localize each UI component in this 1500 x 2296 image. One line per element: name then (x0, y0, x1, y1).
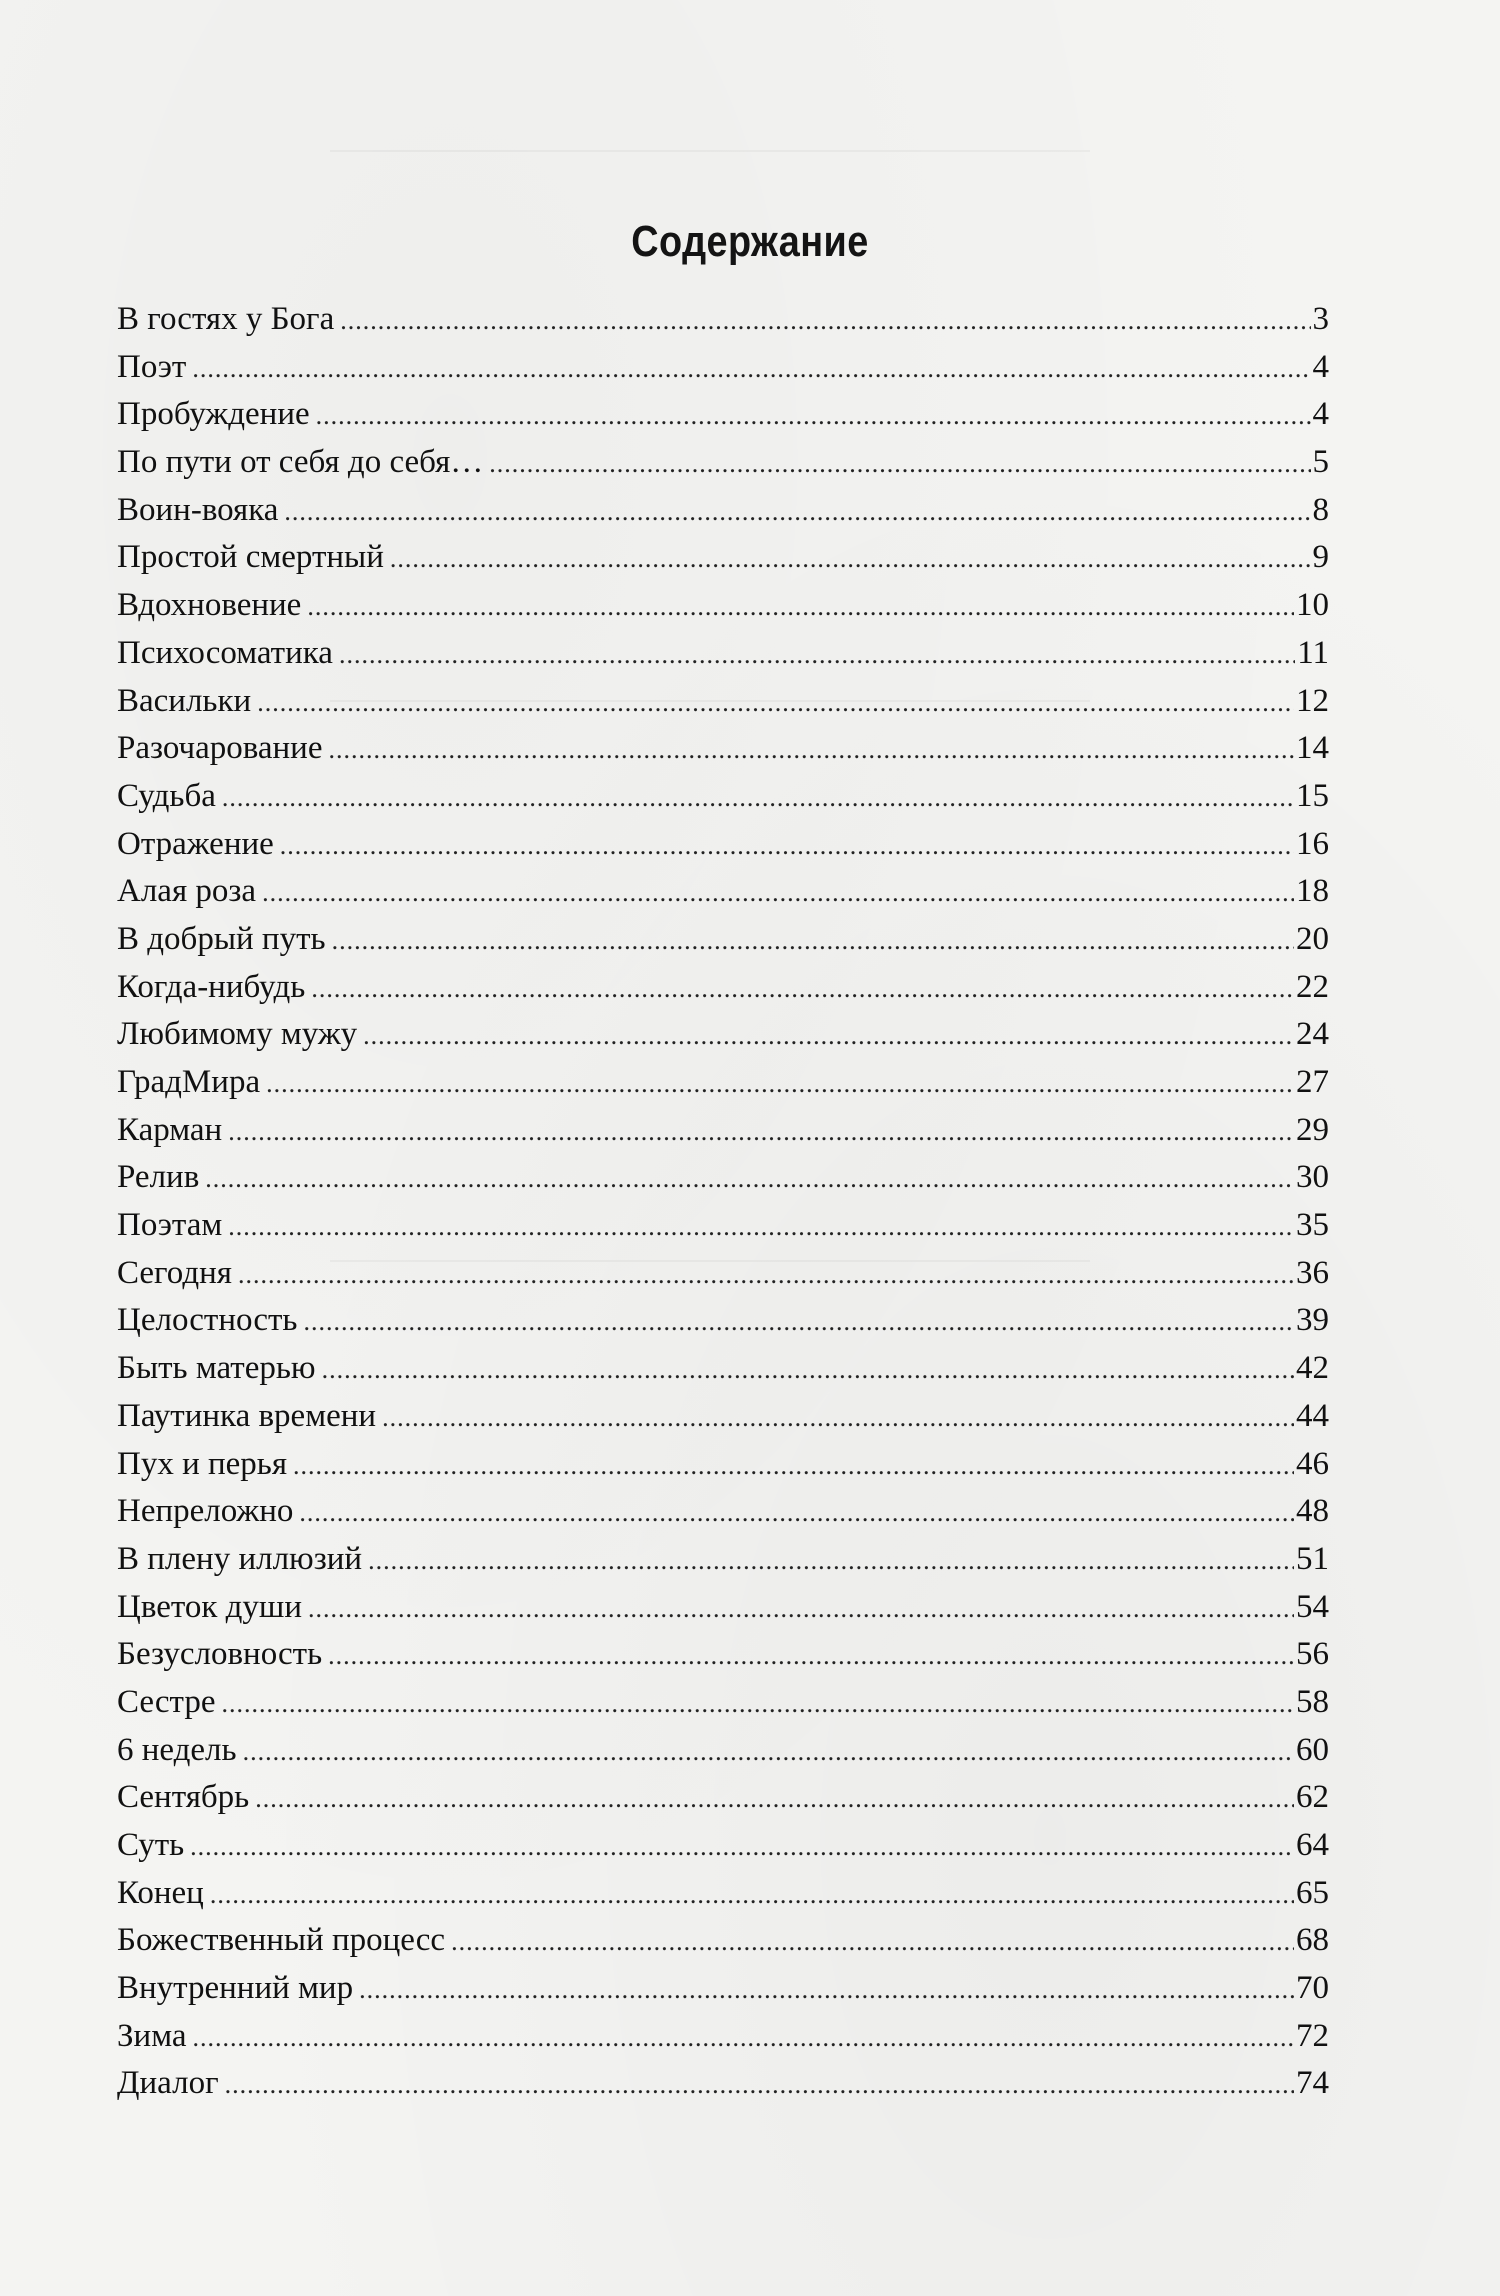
toc-entry (117, 1488, 1329, 1536)
toc-entry (117, 725, 1329, 773)
toc-entry-title: Сегодня (117, 1254, 232, 1291)
toc-entry (117, 1059, 1329, 1107)
toc-entry-page-number: 54 (1296, 1588, 1329, 1625)
toc-entry-title: Психосоматика (117, 634, 333, 671)
toc-entry-page-number: 60 (1296, 1731, 1329, 1768)
dot-leader (266, 1060, 1294, 1108)
toc-entry-page-number: 3 (1312, 301, 1329, 337)
toc-entry-title: Судьба (117, 777, 216, 814)
toc-entry-page-number: 72 (1296, 2017, 1329, 2054)
dot-leader (332, 917, 1294, 965)
dot-leader (284, 488, 1310, 536)
toc-entry-title: В добрый путь (117, 920, 326, 957)
toc-entry-page-number: 56 (1296, 1636, 1329, 1673)
toc-entry-title: Релив (117, 1159, 200, 1196)
toc-entry (117, 1727, 1329, 1775)
dot-leader (192, 345, 1310, 393)
dot-leader (328, 1632, 1294, 1680)
toc-entry-title: Отражение (117, 825, 274, 862)
dot-leader (368, 1537, 1294, 1585)
toc-entry (117, 1202, 1329, 1250)
dot-leader (280, 822, 1294, 870)
toc-entry-page-number: 39 (1296, 1302, 1329, 1339)
toc-entry (117, 2060, 1329, 2108)
toc-entry-title: Когда-нибудь (117, 968, 306, 1005)
toc-entry (117, 1679, 1329, 1727)
dot-leader (190, 1823, 1294, 1871)
toc-entry (117, 630, 1329, 678)
dot-leader (193, 2014, 1295, 2062)
toc-entry-title: В гостях у Бога (117, 301, 335, 337)
toc-entry-title: Безусловность (117, 1636, 323, 1673)
toc-entry-page-number: 8 (1312, 491, 1329, 528)
toc-entry-title: Поэтам (117, 1207, 223, 1244)
dot-leader (238, 1251, 1294, 1299)
toc-entry-page-number: 58 (1296, 1683, 1329, 1720)
toc-entry (117, 916, 1329, 964)
toc-entry-title: Зима (117, 2017, 187, 2054)
dot-leader (329, 726, 1295, 774)
toc-entry (117, 2013, 1329, 2061)
toc-entry-title: Вдохновение (117, 587, 302, 624)
toc-entry-title: Поэт (117, 348, 187, 385)
toc-entry (117, 1917, 1329, 1965)
toc-entry (117, 773, 1329, 821)
toc-entry-title: По пути от себя до себя… (117, 444, 484, 481)
dot-leader (451, 1918, 1294, 1966)
toc-entry (117, 1774, 1329, 1822)
dot-leader (308, 1585, 1294, 1633)
dot-leader (225, 2061, 1294, 2109)
toc-entry-title: 6 недель (117, 1731, 237, 1768)
toc-entry (117, 1584, 1329, 1632)
dot-leader (205, 1155, 1294, 1203)
dot-leader (311, 965, 1294, 1013)
toc-entry-page-number: 42 (1296, 1350, 1329, 1387)
toc-entry-page-number: 14 (1296, 730, 1329, 767)
toc-entry (117, 1441, 1329, 1489)
toc-entry (117, 964, 1329, 1012)
dot-leader (340, 297, 1310, 345)
toc-entry-title: Разочарование (117, 730, 323, 767)
toc-entry-page-number: 22 (1296, 968, 1329, 1005)
toc-entry (117, 821, 1329, 869)
dot-leader (255, 1775, 1294, 1823)
toc-entry-page-number: 74 (1296, 2065, 1329, 2102)
toc-entry (117, 1631, 1329, 1679)
toc-entry-title: Пух и перья (117, 1445, 288, 1482)
dot-leader (390, 535, 1311, 583)
toc-entry (117, 1011, 1329, 1059)
toc-entry-page-number: 9 (1312, 539, 1329, 576)
toc-entry-title: Быть матерью (117, 1350, 316, 1387)
toc-entry-title: Суть (117, 1827, 185, 1863)
toc-entry-page-number: 4 (1312, 396, 1329, 433)
toc-entry (117, 1297, 1329, 1345)
toc-entry-title: Алая роза (117, 873, 257, 910)
dot-leader (322, 1346, 1294, 1394)
toc-entry-page-number: 68 (1296, 1922, 1329, 1959)
toc-entry (117, 391, 1329, 439)
dot-leader (339, 631, 1295, 679)
toc-entry-page-number: 5 (1312, 444, 1329, 481)
toc-entry-page-number: 36 (1296, 1254, 1329, 1291)
toc-entry-page-number: 48 (1296, 1493, 1329, 1530)
toc-entry-page-number: 29 (1296, 1111, 1329, 1148)
dot-leader (243, 1728, 1294, 1776)
toc-entry-title: Васильки (117, 682, 252, 719)
dot-leader (293, 1442, 1294, 1490)
toc-entry-title: Диалог (117, 2065, 219, 2102)
toc-entry-page-number: 70 (1296, 1970, 1329, 2007)
bleed-through-line (330, 150, 1090, 152)
dot-leader (222, 774, 1294, 822)
toc-entry-page-number: 62 (1296, 1779, 1329, 1816)
toc-entry-page-number: 10 (1296, 587, 1329, 624)
toc-entry-title: Божественный процесс (117, 1922, 446, 1959)
toc-entry-title: Цветок души (117, 1588, 302, 1625)
toc-entry-page-number: 27 (1296, 1064, 1329, 1100)
toc-entry (117, 344, 1329, 392)
toc-entry-page-number: 35 (1296, 1207, 1329, 1244)
dot-leader (382, 1394, 1294, 1442)
toc-entry-title: Воин-вояка (117, 491, 279, 528)
toc-entry-title: Конец (117, 1874, 204, 1911)
toc-entry (117, 678, 1329, 726)
toc-entry (117, 1536, 1329, 1584)
toc-entry (117, 439, 1329, 487)
toc-entry-title: Простой смертный (117, 539, 384, 576)
toc-entry (117, 1393, 1329, 1441)
dot-leader (257, 679, 1294, 727)
toc-entry-page-number: 46 (1296, 1445, 1329, 1482)
toc-entry-title: Паутинка времени (117, 1397, 377, 1434)
toc-entry-title: Карман (117, 1111, 223, 1148)
toc-entry (117, 868, 1329, 916)
toc-entry-page-number: 24 (1296, 1016, 1329, 1053)
toc-entry (117, 1345, 1329, 1393)
toc-entry-page-number: 64 (1296, 1827, 1329, 1863)
toc-entry (117, 1870, 1329, 1918)
toc-entry-page-number: 44 (1296, 1397, 1329, 1434)
toc-entry-title: В плену иллюзий (117, 1540, 363, 1577)
dot-leader (262, 869, 1294, 917)
toc-entry-page-number: 65 (1296, 1874, 1329, 1911)
toc-entry-page-number: 20 (1296, 920, 1329, 957)
toc-entry-title: Целостность (117, 1302, 298, 1339)
toc-entry-title: Пробуждение (117, 396, 310, 433)
toc-entry-title: Непреложно (117, 1493, 294, 1530)
toc-entry (117, 582, 1329, 630)
dot-leader (489, 440, 1310, 488)
toc-entry-page-number: 51 (1296, 1540, 1329, 1577)
toc-entry (117, 296, 1329, 344)
toc-entry-title: Любимому мужу (117, 1016, 358, 1053)
toc-entry (117, 1154, 1329, 1202)
toc-entry-page-number: 15 (1296, 777, 1329, 814)
toc-entry (117, 1250, 1329, 1298)
dot-leader (303, 1298, 1294, 1346)
toc-entry (117, 487, 1329, 535)
toc-entry-page-number: 4 (1312, 348, 1329, 385)
toc-entry-title: ГрадМира (117, 1064, 261, 1100)
toc-entry (117, 1965, 1329, 2013)
dot-leader (210, 1871, 1294, 1919)
toc-entry-title: Внутренний мир (117, 1970, 354, 2007)
table-of-contents (117, 296, 1329, 2108)
toc-entry-title: Сестре (117, 1683, 216, 1720)
toc-entry-page-number: 11 (1297, 634, 1329, 671)
dot-leader (228, 1203, 1294, 1251)
toc-entry-page-number: 16 (1296, 825, 1329, 862)
toc-entry (117, 1822, 1329, 1870)
dot-leader (307, 583, 1294, 631)
dot-leader (222, 1680, 1294, 1728)
page-title: Содержание (631, 217, 869, 267)
dot-leader (228, 1108, 1294, 1156)
dot-leader (359, 1966, 1294, 2014)
toc-entry (117, 1107, 1329, 1155)
toc-entry-title: Сентябрь (117, 1779, 250, 1816)
toc-entry-page-number: 30 (1296, 1159, 1329, 1196)
toc-entry-page-number: 18 (1296, 873, 1329, 910)
toc-entry (117, 534, 1329, 582)
dot-leader (363, 1012, 1294, 1060)
dot-leader (316, 392, 1311, 440)
dot-leader (299, 1489, 1294, 1537)
toc-entry-page-number: 12 (1296, 682, 1329, 719)
